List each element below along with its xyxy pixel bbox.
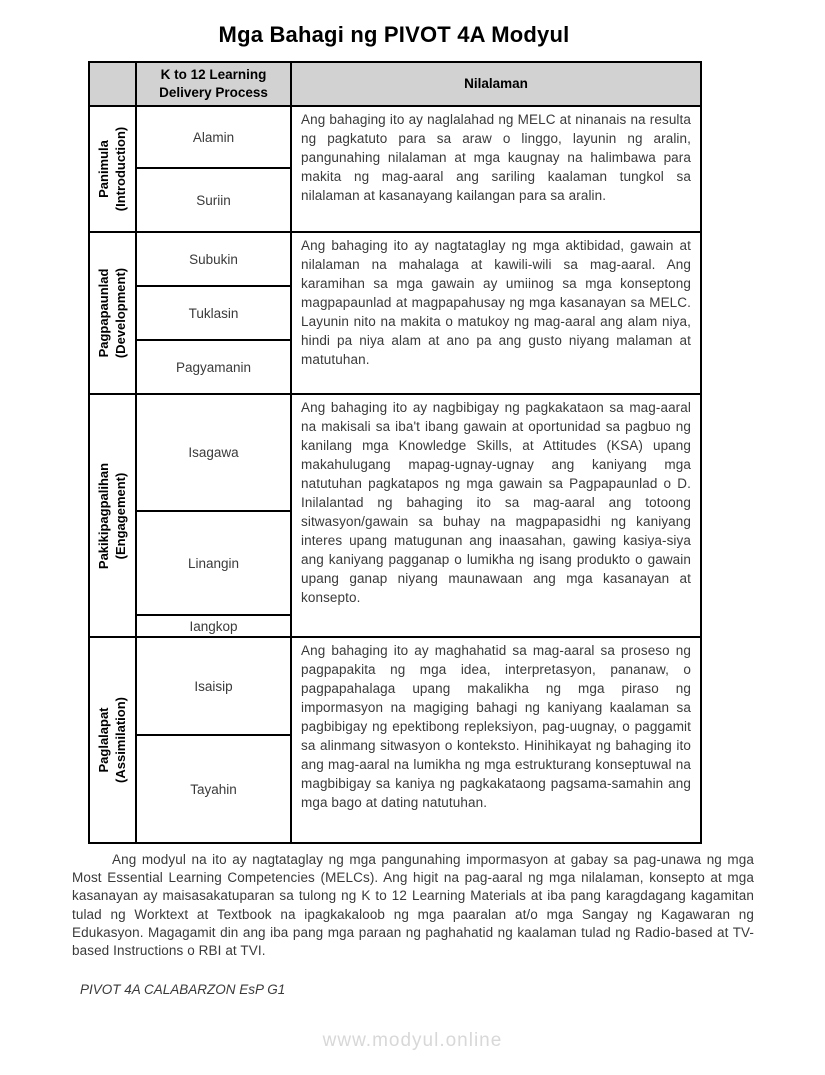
body-paragraph: Ang modyul na ito ay nagtataglay ng mga pangunahing impormasyon at gabay sa pag-unawa ng mga Most Essential Learning Competencies (MELCs). Ang higit na pag-aaral ng mga nilalaman, konsepto at mga kasanayan ay maisasakatuparan sa tulong ng K to 12 Learning Materials at iba pang karagdagang kagamitan tulad ng Worktext at Textbook na ipagkakaloob ng mga paaralan at/o mga Sangay ng Kagawaran ng Edukasyon. Magagamit din ang iba pang mga paraan ng paghahatid ng kaalaman tulad ng Radio-based at TV-based Instructions o RBI at TVI. [72, 852, 754, 959]
step-cell-suriin: Suriin [136, 168, 291, 232]
step-cell-tuklasin: Tuklasin [136, 286, 291, 340]
content-cell-introduction: Ang bahaging ito ay naglalahad ng MELC at ninanais na resulta ng pagkatuto para sa araw o linggo, layunin ng aralin, pangunahing nilalaman at mga kaugnay na halimbawa para makita ng mag-aaral ang sariling kaalaman tungkol sa nilalaman at kasanayang kailangan para sa aralin. [291, 106, 701, 232]
process-column-header: K to 12 Learning Delivery Process [136, 62, 291, 106]
table-row [89, 106, 701, 168]
step-cell-isaisip: Isaisip [136, 637, 291, 735]
page-title: Mga Bahagi ng PIVOT 4A Modyul [218, 22, 570, 47]
watermark-text: www.modyul.online [322, 1030, 503, 1051]
content-cell-development: Ang bahaging ito ay nagtataglay ng mga aktibidad, gawain at nilalaman na mahalaga at kawili-wili sa mag-aaral. Ang karamihan sa mga gawain ay umiinog sa mga konseptong magpapaunlad at magpapahusay ng mga kasanayan sa MELC. Layunin nito na makita o matukoy ng mag-aaral ang alam niya, hindi pa niya alam at ano pa ang gusto niyang malaman at matutuhan. [291, 232, 701, 394]
table-row [89, 637, 701, 735]
rotated-phase-label: Pakikipagpalihan (Engagement) [95, 462, 128, 569]
rotated-phase-label: Pagpapaunlad (Development) [95, 267, 128, 359]
step-cell-tayahin: Tayahin [136, 735, 291, 843]
phase-cell-pagpapaunlad [89, 232, 136, 394]
module-parts-table [88, 61, 702, 844]
phase-cell-panimula [89, 106, 136, 232]
step-cell-pagyamanin: Pagyamanin [136, 340, 291, 394]
footer-text: PIVOT 4A CALABARZON EsP G1 [80, 982, 286, 997]
phase-cell-paglalapat [89, 637, 136, 843]
rotated-phase-label: Paglalapat (Assimilation) [95, 697, 128, 783]
step-cell-isagawa: Isagawa [136, 394, 291, 511]
step-cell-iangkop: Iangkop [136, 615, 291, 637]
rotated-phase-label: Panimula (Introduction) [95, 126, 128, 212]
content-cell-assimilation: Ang bahaging ito ay maghahatid sa mag-aaral sa proseso ng pagpapakita ng mga idea, interpretasyon, pananaw, o pagpapahalaga upang makalikha ng mga piraso ng impormasyon na magiging bahagi ng kaniyang kaalaman sa pagbibigay ng epektibong repleksiyon, pag-uugnay, o paggamit sa alinmang sitwasyon o konteksto. Hinihikayat ng bahaging ito ang mag-aaral na lumikha ng mga estrukturang konseptuwal na magbibigay sa kaniya ng pagkakataong pagsama-samahin ang mga bago at dating natutuhan. [291, 637, 701, 843]
content-cell-engagement: Ang bahaging ito ay nagbibigay ng pagkakataon sa mag-aaral na makisali sa iba't ibang gawain at oportunidad sa pagbuo ng kanilang mga Knowledge Skills, at Attitudes (KSA) upang makahulugang mapag-ugnay-ugnay ang kaniyang mga natutuhan pagkatapos ng mga gawain sa Pagpapaunlad o D. Inilalantad ng bahaging ito sa mag-aaral ang totoong sitwasyon/gawain sa buhay na magpapasidhi ng kaniyang interes upang matugunan ang inaasahan, gawing kasiya-siya ang kaniyang pagganap o lumikha ng isang produkto o gawain upang ganap niyang maunawaan ang mga kasanayan at konsepto. [291, 394, 701, 637]
table-row [89, 394, 701, 511]
table-header-row [89, 62, 701, 106]
table-row [89, 232, 701, 286]
step-cell-subukin: Subukin [136, 232, 291, 286]
content-column-header: Nilalaman [291, 62, 701, 106]
step-cell-alamin: Alamin [136, 106, 291, 168]
step-cell-linangin: Linangin [136, 511, 291, 615]
phase-cell-pakikipagpalihan [89, 394, 136, 637]
corner-cell [89, 62, 136, 106]
